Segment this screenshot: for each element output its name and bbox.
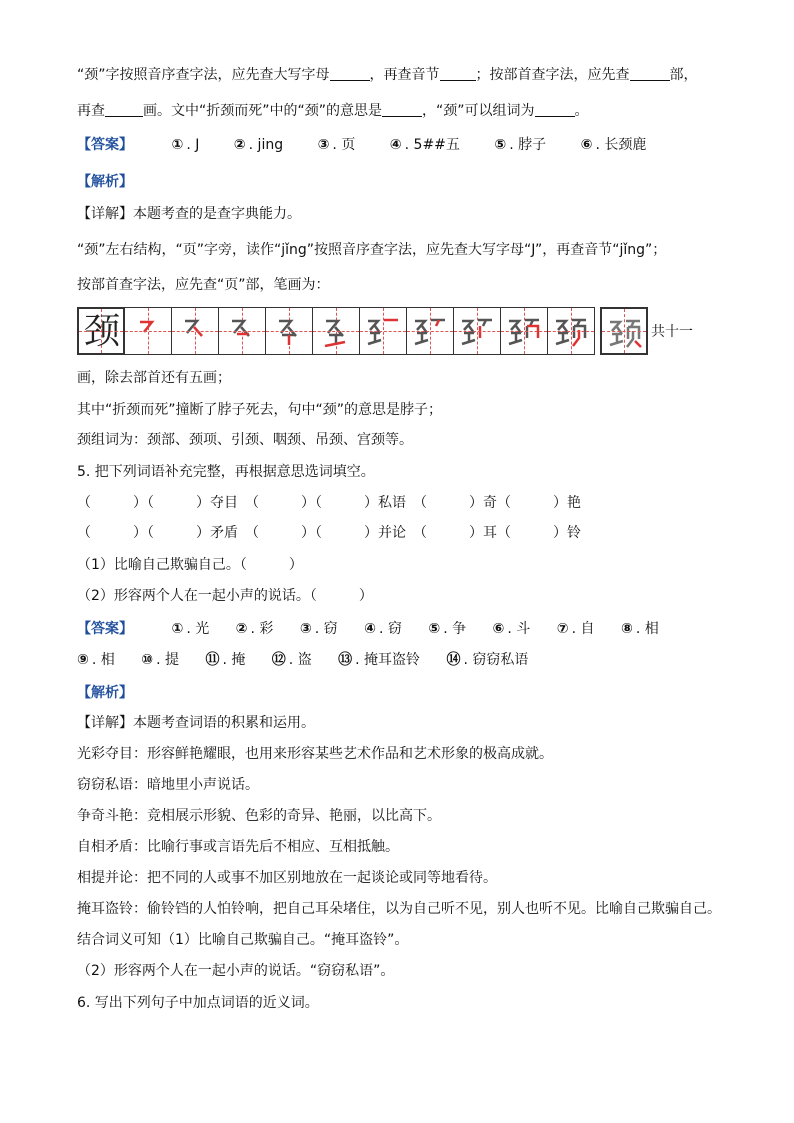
answer-5: ⑤ . 脖子 bbox=[494, 137, 547, 153]
q4-para-4: 其中“折颈而死”撞断了脖子死去，句中“颈”的意思是脖子； bbox=[77, 402, 443, 418]
blank[interactable] bbox=[382, 102, 422, 117]
answer-14: ⑭ . 窃窃私语 bbox=[446, 652, 529, 668]
q5-detail: 【详解】本题考查词语的积累和运用。 bbox=[77, 715, 315, 731]
blank[interactable] bbox=[105, 102, 143, 117]
q4-line-1: “颈”字按照音序查字法，应先查大写字母 ，再查音节 ；按部首查字法，应先查 部， bbox=[77, 67, 698, 83]
q4-answer-row bbox=[77, 135, 676, 155]
stroke-cell bbox=[171, 307, 219, 355]
q5-row-2: （ ）（ ）矛盾 （ ）（ ）并论 （ ）耳（ ）铃 bbox=[77, 525, 581, 541]
q5-title: 5. 把下列词语补充完整，再根据意思选词填空。 bbox=[77, 464, 375, 480]
q5-sentence-2: （2）形容两个人在一起小声的说话。（ ） bbox=[77, 588, 373, 604]
q5-explain-6: 掩耳盗铃：偷铃铛的人怕铃响，把自己耳朵堵住，以为自己听不见，别人也听不见。比喻自己欺骗自己。 bbox=[77, 901, 721, 917]
q4-line-2: 再查 画。文中“折颈而死”中的“颈”的意思是 ，“颈”可以组词为 。 bbox=[77, 103, 589, 119]
answer-12: ⑫ . 盗 bbox=[271, 652, 312, 668]
q5-explain-3: 争奇斗艳：竞相展示形貌、色彩的奇异、艳丽，以比高下。 bbox=[77, 808, 441, 824]
answer-8: ⑧ . 相 bbox=[620, 621, 659, 637]
stroke-cell bbox=[124, 307, 172, 355]
answer-10: ⑩ . 提 bbox=[141, 652, 179, 668]
stroke-cell bbox=[359, 307, 407, 355]
answer-2: ② . jing bbox=[233, 137, 284, 153]
answer-1: ① . J bbox=[171, 137, 200, 153]
blank[interactable] bbox=[535, 102, 575, 117]
stroke-cell bbox=[265, 307, 313, 355]
q4-para-2: 按部首查字法，应先查“页”部，笔画为： bbox=[77, 277, 330, 293]
q5-answer-row-2 bbox=[77, 650, 528, 670]
answer-2: ② . 彩 bbox=[235, 621, 274, 637]
stroke-order-grid bbox=[77, 307, 693, 355]
q5-explain-1: 光彩夺目：形容鲜艳耀眼，也用来形容某些艺术作品和艺术形象的极高成就。 bbox=[77, 746, 553, 762]
q4-detail: 【详解】本题考查的是查字典能力。 bbox=[77, 206, 301, 222]
q5-explain-7: 结合词义可知（1）比喻自己欺骗自己。“掩耳盗铃”。 bbox=[77, 932, 409, 948]
stroke-cell-full: 颈 bbox=[77, 307, 125, 355]
stroke-cell bbox=[312, 307, 360, 355]
q5-sentence-1: （1）比喻自己欺骗自己。（ ） bbox=[77, 557, 303, 573]
answer-6: ⑥ . 斗 bbox=[492, 621, 531, 637]
q5-row-1: （ ）（ ）夺目 （ ）（ ）私语 （ ）奇（ ）艳 bbox=[77, 495, 581, 511]
stroke-cell bbox=[547, 307, 595, 355]
answer-3: ③ . 窃 bbox=[299, 621, 338, 637]
answer-label: 【答案】 bbox=[77, 621, 133, 637]
answer-5: ⑤ . 争 bbox=[428, 621, 467, 637]
q5-explain-4: 自相矛盾：比喻行事或言语先后不相应、互相抵触。 bbox=[77, 839, 399, 855]
q5-explain-2: 窃窃私语：暗地里小声说话。 bbox=[77, 777, 259, 793]
blank[interactable] bbox=[330, 66, 370, 81]
answer-9: ⑨ . 相 bbox=[77, 652, 115, 668]
answer-label: 【答案】 bbox=[77, 137, 133, 153]
stroke-cell bbox=[218, 307, 266, 355]
answer-7: ⑦ . 自 bbox=[556, 621, 595, 637]
answer-6: ⑥ . 长颈鹿 bbox=[580, 137, 647, 153]
stroke-cell bbox=[500, 307, 548, 355]
stroke-cell bbox=[406, 307, 454, 355]
analysis-label: 【解析】 bbox=[77, 174, 133, 190]
stroke-cell bbox=[453, 307, 501, 355]
q5-answer-row-1 bbox=[77, 619, 659, 639]
q5-explain-5: 相提并论：把不同的人或事不加区别地放在一起谈论或同等地看待。 bbox=[77, 870, 497, 886]
answer-11: ⑪ . 掩 bbox=[205, 652, 246, 668]
analysis-label: 【解析】 bbox=[77, 685, 133, 701]
q4-para-3: 画，除去部首还有五画； bbox=[77, 370, 231, 386]
q4-para-5: 颈组词为：颈部、颈项、引颈、咽颈、吊颈、宫颈等。 bbox=[77, 432, 413, 448]
answer-3: ③ . 页 bbox=[317, 137, 356, 153]
q4-para-1: “颈”左右结构，“页”字旁，读作“jǐng”按照音序查字法，应先查大写字母“J”，再查音节“jǐng”； bbox=[77, 242, 667, 258]
stroke-suffix: 共十一 bbox=[651, 324, 693, 340]
blank[interactable] bbox=[630, 66, 670, 81]
answer-1: ① . 光 bbox=[171, 621, 210, 637]
blank[interactable] bbox=[440, 66, 476, 81]
stroke-cell bbox=[600, 307, 648, 355]
q6-title: 6. 写出下列句子中加点词语的近义词。 bbox=[77, 995, 319, 1011]
answer-4: ④ . 5##五 bbox=[389, 137, 460, 153]
q5-explain-8: （2）形容两个人在一起小声的说话。“窃窃私语”。 bbox=[77, 963, 395, 979]
answer-4: ④ . 窃 bbox=[364, 621, 402, 637]
answer-13: ⑬ . 掩耳盗铃 bbox=[338, 652, 421, 668]
